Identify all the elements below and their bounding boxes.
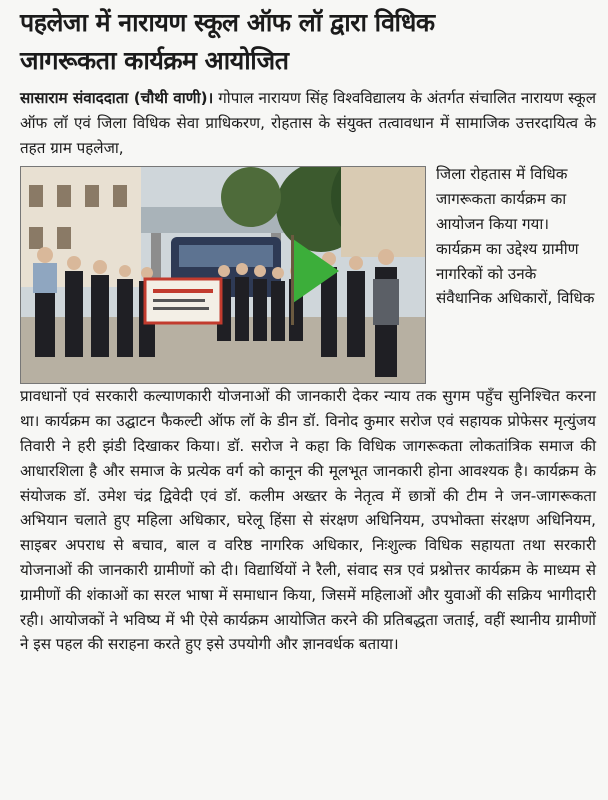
headline-line-2: जागरूकता कार्यक्रम आयोजित bbox=[20, 46, 289, 75]
intro-text: गोपाल नारायण सिंह विश्वविद्यालय के अंतर्गत संचालित नारायण स्कूल ऑफ लॉ एवं जिला विधिक सेवा प्राधिकरण, रोहतास के संयुक्त तत्वावधान में सामाजिक उत्तरदायित्व के तहत ग्राम पहलेजा, bbox=[20, 89, 597, 157]
event-photo bbox=[20, 166, 426, 384]
headline bbox=[20, 0, 596, 80]
main-paragraph: प्रावधानों एवं सरकारी कल्याणकारी योजनाओं की जानकारी देकर न्याय तक सुगम पहुँच सुनिश्चित करना था। कार्यक्रम का उद्घाटन फैकल्टी ऑफ लॉ के डीन डॉ. विनोद कुमार सरोज एवं सहायक प्रोफेसर मृत्युंजय तिवारी ने हरी झंडी दिखाकर किया। डॉ. सरोज ने कहा कि विधिक जागरूकता लोकतांत्रिक समाज की आधारशिला है और समाज के प्रत्येक वर्ग को कानून की मूलभूत जानकारी होना आवश्यक है। कार्यक्रम के संयोजक डॉ. उमेश चंद्र द्विवेदी एवं डॉ. कलीम अख्तर के नेतृत्व में छात्रों की टीम ने जन-जागरूकता अभियान चलाते हुए महिला अधिकार, घरेलू हिंसा से संरक्षण अधिनियम, उपभोक्ता संरक्षण अधिनियम, साइबर अपराध से बचाव, बाल व वरिष्ठ नागरिक अधिकार, निःशुल्क विधिक सहायता तथा सरकारी योजनाओं की जानकारी ग्रामीणों को दी। विद्यार्थियों ने रैली, संवाद सत्र एवं प्रश्नोत्तर कार्यक्रम के माध्यम से ग्रामीणों की शंकाओं का सरल भाषा में समाधान किया, जिसमें महिलाओं और युवाओं की सक्रिय भागीदारी रही। आयोजकों ने भविष्य में भी ऐसे कार्यक्रम आयोजित करने की प्रतिबद्धता जताई, वहीं स्थानीय ग्रामीणों ने इस पहल की सराहना करते हुए इसे उपयोगी और ज्ञानवर्धक बताया। bbox=[20, 387, 596, 654]
photo-row bbox=[20, 162, 596, 384]
byline: सासाराम संवाददाता (चौथी वाणी)। bbox=[20, 89, 214, 107]
intro-paragraph bbox=[20, 86, 596, 160]
photo-side-text: जिला रोहतास में विधिक जागरूकता कार्यक्रम का आयोजन किया गया। कार्यक्रम का उद्देश्य ग्रामीण नागरिकों को उनके संवैधानिक अधिकारों, विधिक bbox=[436, 165, 595, 308]
headline-line-1: पहलेजा में नारायण स्कूल ऑफ लॉ द्वारा विधिक bbox=[20, 8, 435, 37]
